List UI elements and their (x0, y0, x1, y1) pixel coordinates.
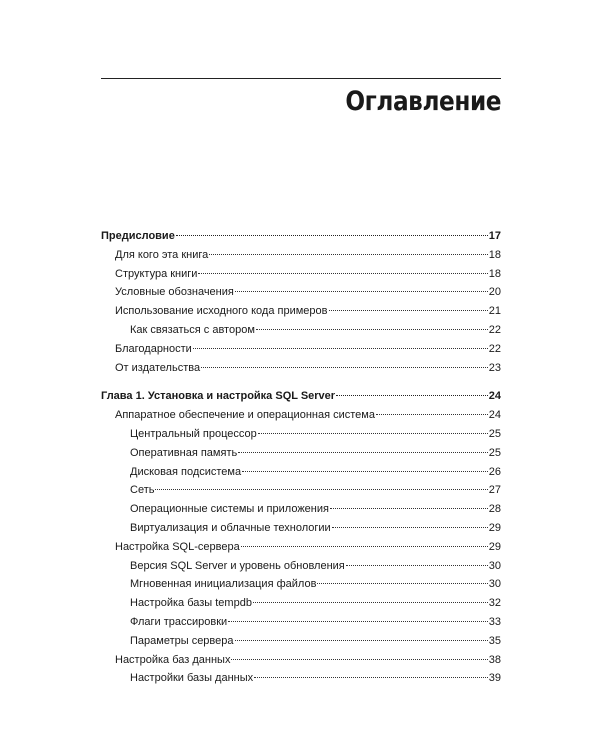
toc-entry (130, 594, 501, 612)
toc-entry-page: 18 (488, 267, 501, 280)
toc-entry-title: Виртуализация и облачные технологии (130, 522, 331, 534)
toc-entry-title: Использование исходного кода примеров (115, 305, 328, 318)
toc-entry-page: 35 (488, 634, 501, 647)
dot-leader (176, 235, 488, 236)
toc-entry (115, 283, 501, 301)
dot-leader (201, 367, 488, 368)
toc-entry (115, 538, 501, 556)
dot-leader (235, 291, 488, 292)
toc-entry-title: Благодарности (115, 342, 192, 355)
toc-entry-page: 29 (488, 522, 501, 534)
toc-entry-page: 20 (488, 286, 501, 299)
toc-entry-page: 30 (488, 578, 501, 591)
toc-entry-title: Версия SQL Server и уровень обновления (130, 559, 345, 572)
dot-leader (198, 273, 487, 274)
toc-entry-page: 28 (488, 503, 501, 516)
toc-entry (115, 651, 501, 669)
dot-leader (209, 254, 487, 255)
dot-leader (346, 565, 488, 566)
toc-entry-page: 32 (488, 597, 501, 610)
toc-entry-page: 30 (488, 559, 501, 572)
toc-entry-title: Дисковая подсистема (130, 465, 242, 478)
dot-leader (228, 621, 488, 622)
dot-leader (336, 395, 488, 396)
dot-leader (193, 348, 488, 349)
toc-entry-page: 33 (488, 616, 501, 628)
toc-entry-page: 24 (488, 409, 501, 422)
toc-entry-page: 25 (488, 428, 501, 440)
toc-entry (130, 463, 501, 481)
dot-leader (155, 489, 487, 490)
toc-entry-title: Настройка базы tempdb (130, 597, 252, 610)
toc-entry-title: От издательства (115, 361, 201, 374)
toc-chapter (101, 387, 501, 405)
dot-leader (317, 583, 487, 584)
toc-entry-title: Операционные системы и приложения (130, 503, 329, 516)
toc-entry (115, 246, 501, 264)
dot-leader (254, 677, 488, 678)
toc-entry (115, 406, 501, 424)
toc-entry (115, 359, 501, 377)
toc-entry-title: Как связаться с автором (130, 324, 255, 336)
toc-entry-page: 27 (488, 484, 501, 497)
toc-entry (130, 321, 501, 339)
toc-entry (130, 519, 501, 537)
toc-entry-page: 24 (488, 390, 501, 403)
toc-entry-page: 18 (488, 248, 501, 261)
page-title: Оглавление (345, 86, 501, 117)
toc-entry (115, 340, 501, 358)
toc-entry-title: Настройка баз данных (115, 653, 231, 666)
toc-entry (130, 481, 501, 499)
toc-entry-title: Мгновенная инициализация файлов (130, 578, 317, 591)
dot-leader (256, 329, 488, 330)
toc-entry-page: 23 (488, 361, 501, 374)
toc-entry-title: Настройка SQL-сервера (115, 540, 240, 553)
dot-leader (238, 452, 488, 453)
dot-leader (330, 508, 488, 509)
toc-entry-title: Параметры сервера (130, 634, 234, 647)
toc-entry-title: Для кого эта книга (115, 248, 209, 261)
dot-leader (376, 414, 488, 415)
toc-entry-page: 39 (488, 672, 501, 685)
toc-entry-page: 17 (488, 230, 501, 242)
toc-entry-page: 22 (488, 324, 501, 336)
toc-entry-page: 26 (488, 465, 501, 478)
toc-entry-page: 22 (488, 342, 501, 355)
toc-entry-title: Сеть (130, 484, 155, 497)
toc-entry-page: 29 (488, 540, 501, 553)
toc-entry-title: Глава 1. Установка и настройка SQL Server (101, 390, 336, 403)
toc-entry (130, 557, 501, 575)
toc-entry (130, 444, 501, 462)
toc-entry (130, 669, 501, 687)
dot-leader (258, 433, 488, 434)
dot-leader (253, 602, 488, 603)
toc-entry (130, 632, 501, 650)
toc-entry (115, 302, 501, 320)
header-rule (101, 78, 501, 79)
dot-leader (329, 310, 488, 311)
toc-entry (130, 500, 501, 518)
toc-entry-title: Центральный процессор (130, 428, 257, 440)
toc-entry-title: Аппаратное обеспечение и операционная система (115, 409, 375, 422)
toc-entry (130, 613, 501, 631)
dot-leader (242, 471, 488, 472)
toc-entry-title: Структура книги (115, 267, 198, 280)
toc-chapter (101, 227, 501, 245)
toc-entry-page: 25 (488, 446, 501, 459)
toc-entry-title: Флаги трассировки (130, 616, 228, 628)
dot-leader (231, 659, 487, 660)
toc-entry-page: 21 (488, 305, 501, 318)
toc-entry-title: Условные обозначения (115, 286, 234, 299)
toc-entry-page: 38 (488, 653, 501, 666)
toc-entry (130, 575, 501, 593)
toc-entry (115, 265, 501, 283)
toc-entry-title: Предисловие (101, 230, 175, 242)
toc-entry (130, 425, 501, 443)
dot-leader (332, 527, 488, 528)
dot-leader (235, 640, 488, 641)
toc-entry-title: Настройки базы данных (130, 672, 254, 685)
dot-leader (241, 546, 488, 547)
toc-entry-title: Оперативная память (130, 446, 238, 459)
